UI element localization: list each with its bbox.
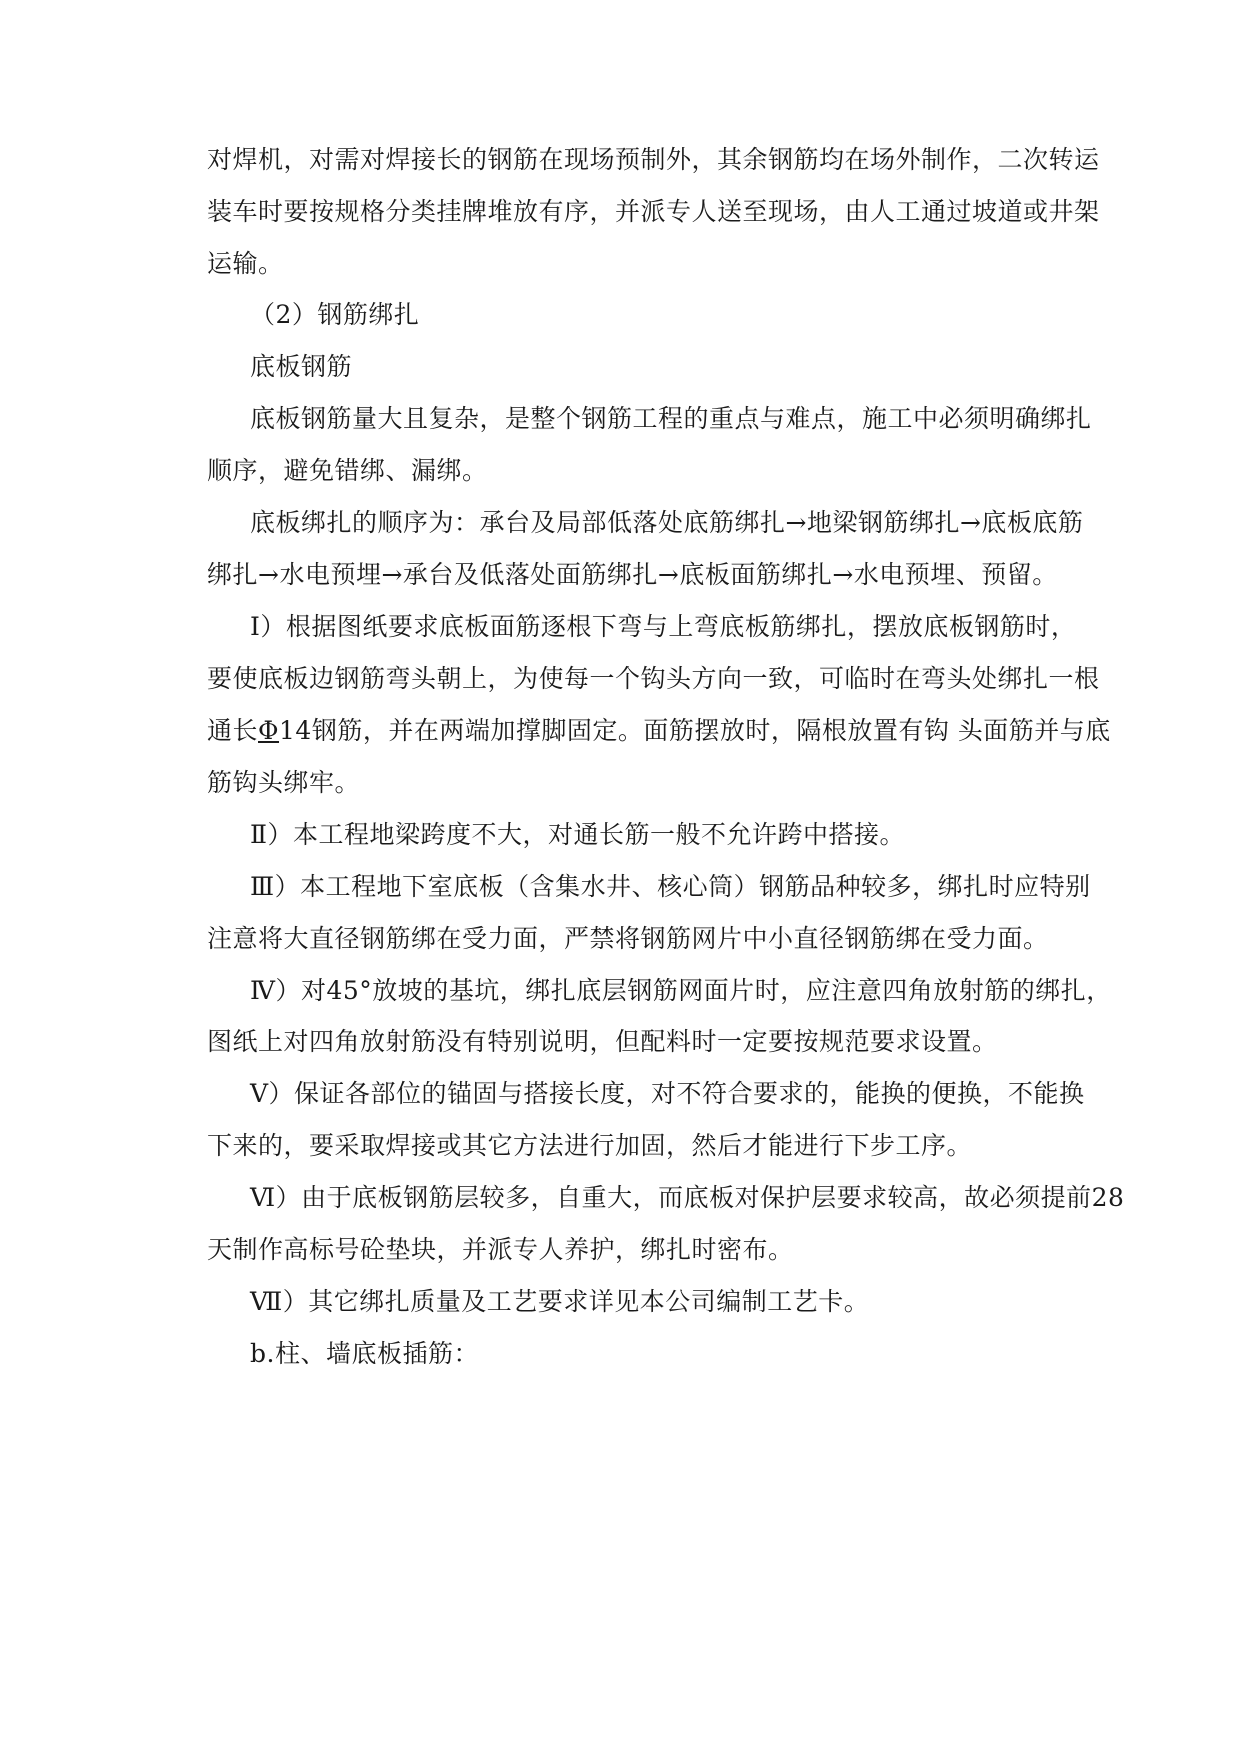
list-item-7: Ⅶ）其它绑扎质量及工艺要求详见本公司编制工艺卡。 (250, 1287, 870, 1316)
text-segment: 14钢筋，并在两端加撑脚固定。面筋摆放时，隔根放置有钩 头面筋并与底 (279, 716, 1111, 745)
text-line: 运输。 (207, 249, 284, 278)
list-item-1: Ⅰ）根据图纸要求底板面筋逐根下弯与上弯底板筋绑扎，摆放底板钢筋时， (250, 612, 1077, 641)
list-item-3: Ⅲ）本工程地下室底板（含集水井、核心筒）钢筋品种较多，绑扎时应特别 (250, 872, 1091, 901)
text-line: 底板绑扎的顺序为：承台及局部低落处底筋绑扎→地梁钢筋绑扎→底板底筋 (250, 508, 1084, 537)
text-line: 底板钢筋量大且复杂，是整个钢筋工程的重点与难点，施工中必须明确绑扎 (250, 404, 1092, 433)
text-line: 图纸上对四角放射筋没有特别说明，但配料时一定要按规范要求设置。 (207, 1027, 998, 1056)
text-line: 筋钩头绑牢。 (207, 768, 361, 797)
text-line: 注意将大直径钢筋绑在受力面，严禁将钢筋网片中小直径钢筋绑在受力面。 (207, 924, 1049, 953)
text-line: 天制作高标号砼垫块，并派专人养护，绑扎时密布。 (207, 1235, 794, 1264)
text-line: 绑扎→水电预埋→承台及低落处面筋绑扎→底板面筋绑扎→水电预埋、预留。 (207, 560, 1058, 589)
text-segment: 通长 (207, 716, 259, 745)
text-line: 装车时要按规格分类挂牌堆放有序，并派专人送至现场，由人工通过坡道或井架 (207, 197, 1100, 226)
text-line: 下来的，要采取焊接或其它方法进行加固，然后才能进行下步工序。 (207, 1131, 973, 1160)
subsection-heading: 底板钢筋 (250, 352, 353, 381)
section-heading: （2）钢筋绑扎 (250, 300, 420, 329)
list-item-6: Ⅵ）由于底板钢筋层较多，自重大，而底板对保护层要求较高，故必须提前28 (250, 1183, 1125, 1212)
text-line: 顺序，避免错绑、漏绑。 (207, 456, 488, 485)
list-item-5: Ⅴ）保证各部位的锚固与搭接长度，对不符合要求的，能换的便换，不能换 (250, 1079, 1085, 1108)
text-line: 对焊机，对需对焊接长的钢筋在现场预制外，其余钢筋均在场外制作，二次转运 (207, 145, 1100, 174)
text-line: 要使底板边钢筋弯头朝上，为使每一个钩头方向一致，可临时在弯头处绑扎一根 (207, 664, 1100, 693)
subsection-heading: b.柱、墙底板插筋： (250, 1339, 479, 1368)
list-item-2: Ⅱ）本工程地梁跨度不大，对通长筋一般不允许跨中搭接。 (250, 820, 905, 849)
rebar-symbol: Φ (258, 716, 280, 745)
list-item-4: Ⅳ）对45°放坡的基坑，绑扎底层钢筋网面片时，应注意四角放射筋的绑扎， (250, 976, 1112, 1005)
text-line (207, 715, 1111, 747)
